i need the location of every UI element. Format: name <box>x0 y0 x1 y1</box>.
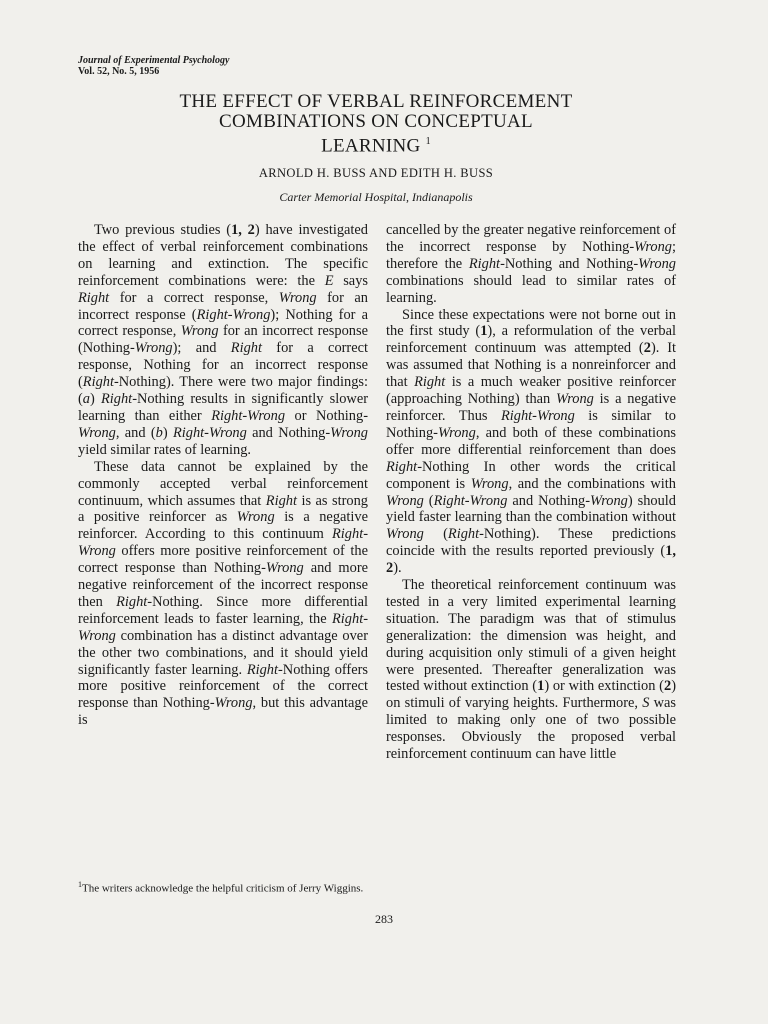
title-line-1: THE EFFECT OF VERBAL REINFORCEMENT <box>179 91 573 112</box>
title-line-2: COMBINATIONS ON CONCEPTUAL <box>219 111 533 132</box>
paragraph-2: These data cannot be explained by the commonly accepted verbal reinforcement continuum, which assumes that Right is as strong a positive reinforcer as Wrong is a negative reinforcer. According to this continuum Right-Wrong offers more positive reinforcement of the correct response than Nothing-Wrong and more negative reinforcement of the incorrect response then Right-Nothing. Since more differential reinforcement leads to faster learning, the Right-Wrong combination has a distinct advantage over the other two combinations, and it should yield significantly faster learning. Right-Nothing offers more positive reinforcement of the correct response than Nothing-Wrong, but this advantage is <box>78 458 369 729</box>
footnote-mark: 1 <box>78 880 82 889</box>
affiliation: Carter Memorial Hospital, Indianapolis <box>279 190 473 204</box>
journal-volume: Vol. 52, No. 5, 1956 <box>78 66 160 77</box>
paragraph-3: cancelled by the greater negative reinforcement of the incorrect response by Nothing-Wrong; therefore the Right-Nothing and Nothing-Wrong combinations should lead to similar rates of learning. <box>386 222 676 306</box>
title-footnote-mark: 1 <box>425 136 431 147</box>
journal-name: Journal of Experimental Psychology <box>78 55 230 66</box>
paragraph-5: The theoretical reinforcement continuum was tested in a very limited experimental learning situation. The paradigm was that of stimulus generalization: the dimension was height, and during acquisition only stimuli of a given height were presented. Thereafter generalization was tested without extinction (1) or with extinction (2) on stimuli of varying heights. Furthermore, S was limited to making only one of two possible responses. Obviously the proposed verbal reinforcement continuum can have little <box>386 577 677 763</box>
right-column <box>386 222 676 763</box>
title-line-3-text: LEARNING <box>321 135 421 157</box>
article-title <box>100 92 652 156</box>
title-line-3 <box>100 132 652 156</box>
footnote-text: The writers acknowledge the helpful criticism of Jerry Wiggins. <box>82 882 364 895</box>
footnote <box>78 878 368 896</box>
journal-header <box>78 55 229 77</box>
authors: ARNOLD H. BUSS AND EDITH H. BUSS <box>258 166 494 180</box>
page-number: 283 <box>375 912 393 926</box>
left-column <box>78 222 368 729</box>
paragraph-1: Two previous studies (1, 2) have investigated the effect of verbal reinforcement combinations on learning and extinction. The specific reinforcement combinations were: the E says Right for a correct response, Wrong for an incorrect response (Right-Wrong); Nothing for a correct response, Wrong for an incorrect response (Nothing-Wrong); and Right for a correct response, Nothing for an incorrect response (Right-Nothing). There were two major findings: (a) Right-Nothing results in significantly slower learning than either Right-Wrong or Nothing-Wrong, and (b) Right-Wrong and Nothing-Wrong yield similar rates of learning. <box>78 222 369 458</box>
paragraph-4: Since these expectations were not borne out in the first study (1), a reformulation of the verbal reinforcement continuum was attempted (2). It was assumed that Nothing is a nonreinforcer and that Right is a much weaker positive reinforcer (approaching Nothing) than Wrong is a negative reinforcer. Thus Right-Wrong is similar to Nothing-Wrong, and both of these combinations offer more differential reinforcement than does Right-Nothing In other words the critical component is Wrong, and the combinations with Wrong (Right-Wrong and Nothing-Wrong) should yield faster learning than the combination without Wrong (Right-Nothing). These predictions coincide with the results reported previously (1, 2). <box>386 306 677 577</box>
